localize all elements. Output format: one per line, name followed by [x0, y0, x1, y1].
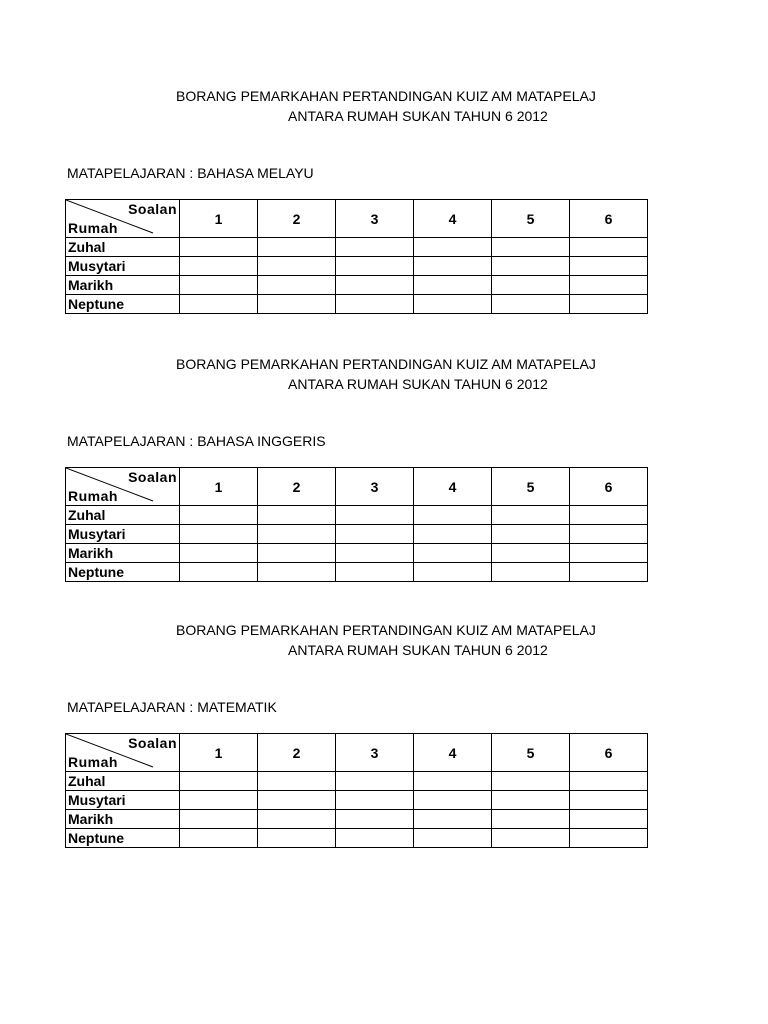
score-cell[interactable] [492, 563, 570, 582]
score-cell[interactable] [258, 257, 336, 276]
column-header: 2 [258, 734, 336, 772]
subject-heading [67, 165, 314, 181]
column-header: 4 [414, 468, 492, 506]
score-cell[interactable] [414, 295, 492, 314]
score-cell[interactable] [180, 791, 258, 810]
row-label: Musytari [66, 525, 180, 544]
score-cell[interactable] [570, 772, 648, 791]
subject-value: BAHASA INGGERIS [197, 433, 326, 449]
score-table [65, 467, 648, 582]
column-header: 2 [258, 468, 336, 506]
column-header: 5 [492, 200, 570, 238]
row-label: Neptune [66, 295, 180, 314]
score-cell[interactable] [180, 772, 258, 791]
header-row [66, 734, 648, 772]
score-cell[interactable] [570, 525, 648, 544]
score-cell[interactable] [492, 810, 570, 829]
score-cell[interactable] [492, 295, 570, 314]
score-cell[interactable] [414, 525, 492, 544]
score-cell[interactable] [258, 791, 336, 810]
score-cell[interactable] [570, 257, 648, 276]
score-cell[interactable] [570, 791, 648, 810]
corner-label-soalan: Soalan [128, 735, 177, 751]
score-table [65, 733, 648, 848]
subject-value: MATEMATIK [197, 699, 277, 715]
score-cell[interactable] [492, 238, 570, 257]
score-cell[interactable] [492, 544, 570, 563]
column-header: 6 [570, 734, 648, 772]
score-cell[interactable] [570, 238, 648, 257]
header-row [66, 468, 648, 506]
column-header: 5 [492, 734, 570, 772]
score-cell[interactable] [180, 506, 258, 525]
subject-heading [67, 699, 277, 715]
score-cell[interactable] [258, 544, 336, 563]
score-cell[interactable] [336, 506, 414, 525]
row-label: Musytari [66, 257, 180, 276]
row-label: Neptune [66, 563, 180, 582]
score-cell[interactable] [336, 257, 414, 276]
score-cell[interactable] [492, 829, 570, 848]
score-cell[interactable] [336, 295, 414, 314]
column-header: 6 [570, 200, 648, 238]
score-cell[interactable] [258, 295, 336, 314]
subject-label: MATAPELAJARAN : [67, 165, 194, 181]
score-cell[interactable] [492, 772, 570, 791]
column-header: 1 [180, 468, 258, 506]
score-cell[interactable] [258, 772, 336, 791]
score-cell[interactable] [570, 544, 648, 563]
column-header: 2 [258, 200, 336, 238]
score-cell[interactable] [258, 563, 336, 582]
score-cell[interactable] [492, 791, 570, 810]
score-cell[interactable] [336, 238, 414, 257]
score-cell[interactable] [180, 563, 258, 582]
header-row [66, 200, 648, 238]
row-label: Musytari [66, 791, 180, 810]
row-label: Neptune [66, 829, 180, 848]
corner-label-rumah: Rumah [68, 488, 118, 504]
table-row [66, 544, 648, 563]
score-cell[interactable] [180, 295, 258, 314]
score-cell[interactable] [492, 525, 570, 544]
score-cell[interactable] [336, 829, 414, 848]
score-cell[interactable] [258, 506, 336, 525]
score-cell[interactable] [570, 563, 648, 582]
score-cell[interactable] [414, 563, 492, 582]
row-label: Marikh [66, 810, 180, 829]
score-cell[interactable] [258, 238, 336, 257]
score-cell[interactable] [336, 525, 414, 544]
table-row [66, 506, 648, 525]
score-cell[interactable] [414, 791, 492, 810]
score-cell[interactable] [336, 544, 414, 563]
score-cell[interactable] [570, 295, 648, 314]
table-row [66, 238, 648, 257]
subject-label: MATAPELAJARAN : [67, 699, 194, 715]
table-row [66, 563, 648, 582]
corner-label-soalan: Soalan [128, 201, 177, 217]
score-cell[interactable] [180, 525, 258, 544]
score-cell[interactable] [180, 257, 258, 276]
column-header: 4 [414, 734, 492, 772]
score-cell[interactable] [336, 772, 414, 791]
score-cell[interactable] [492, 506, 570, 525]
subject-heading [67, 433, 326, 449]
column-header: 3 [336, 200, 414, 238]
table-row [66, 295, 648, 314]
corner-header-cell [66, 468, 180, 506]
column-header: 1 [180, 734, 258, 772]
score-cell[interactable] [570, 276, 648, 295]
score-cell[interactable] [570, 506, 648, 525]
score-cell[interactable] [180, 238, 258, 257]
corner-header-cell [66, 734, 180, 772]
row-label: Zuhal [66, 772, 180, 791]
corner-label-soalan: Soalan [128, 469, 177, 485]
row-label: Zuhal [66, 238, 180, 257]
score-cell[interactable] [414, 772, 492, 791]
score-cell[interactable] [414, 257, 492, 276]
form-title-line1: BORANG PEMARKAHAN PERTANDINGAN KUIZ AM MATAPELAJ [176, 88, 596, 104]
score-cell[interactable] [492, 276, 570, 295]
score-cell[interactable] [258, 276, 336, 295]
score-cell[interactable] [570, 810, 648, 829]
table-row [66, 791, 648, 810]
form-title-line1: BORANG PEMARKAHAN PERTANDINGAN KUIZ AM MATAPELAJ [176, 622, 596, 638]
table-row [66, 257, 648, 276]
column-header: 3 [336, 734, 414, 772]
score-cell[interactable] [414, 810, 492, 829]
score-cell[interactable] [180, 544, 258, 563]
score-cell[interactable] [414, 238, 492, 257]
subject-value: BAHASA MELAYU [197, 165, 314, 181]
score-cell[interactable] [336, 810, 414, 829]
score-table [65, 199, 648, 314]
row-label: Marikh [66, 276, 180, 295]
row-label: Zuhal [66, 506, 180, 525]
score-cell[interactable] [414, 276, 492, 295]
score-cell[interactable] [414, 544, 492, 563]
corner-label-rumah: Rumah [68, 754, 118, 770]
column-header: 6 [570, 468, 648, 506]
table-row [66, 772, 648, 791]
score-cell[interactable] [258, 525, 336, 544]
column-header: 5 [492, 468, 570, 506]
score-cell[interactable] [180, 276, 258, 295]
table-row [66, 525, 648, 544]
column-header: 1 [180, 200, 258, 238]
corner-label-rumah: Rumah [68, 220, 118, 236]
score-cell[interactable] [492, 257, 570, 276]
column-header: 3 [336, 468, 414, 506]
score-cell[interactable] [180, 810, 258, 829]
score-cell[interactable] [414, 506, 492, 525]
form-title-line1: BORANG PEMARKAHAN PERTANDINGAN KUIZ AM MATAPELAJ [176, 356, 596, 372]
row-label: Marikh [66, 544, 180, 563]
form-title-line2: ANTARA RUMAH SUKAN TAHUN 6 2012 [288, 376, 548, 392]
score-cell[interactable] [258, 810, 336, 829]
score-cell[interactable] [336, 276, 414, 295]
score-cell[interactable] [570, 829, 648, 848]
form-title-line2: ANTARA RUMAH SUKAN TAHUN 6 2012 [288, 108, 548, 124]
table-row [66, 829, 648, 848]
score-cell[interactable] [258, 829, 336, 848]
corner-header-cell [66, 200, 180, 238]
form-title-line2: ANTARA RUMAH SUKAN TAHUN 6 2012 [288, 642, 548, 658]
column-header: 4 [414, 200, 492, 238]
score-cell[interactable] [336, 791, 414, 810]
table-row [66, 276, 648, 295]
score-cell[interactable] [414, 829, 492, 848]
score-cell[interactable] [336, 563, 414, 582]
subject-label: MATAPELAJARAN : [67, 433, 194, 449]
score-cell[interactable] [180, 829, 258, 848]
table-row [66, 810, 648, 829]
